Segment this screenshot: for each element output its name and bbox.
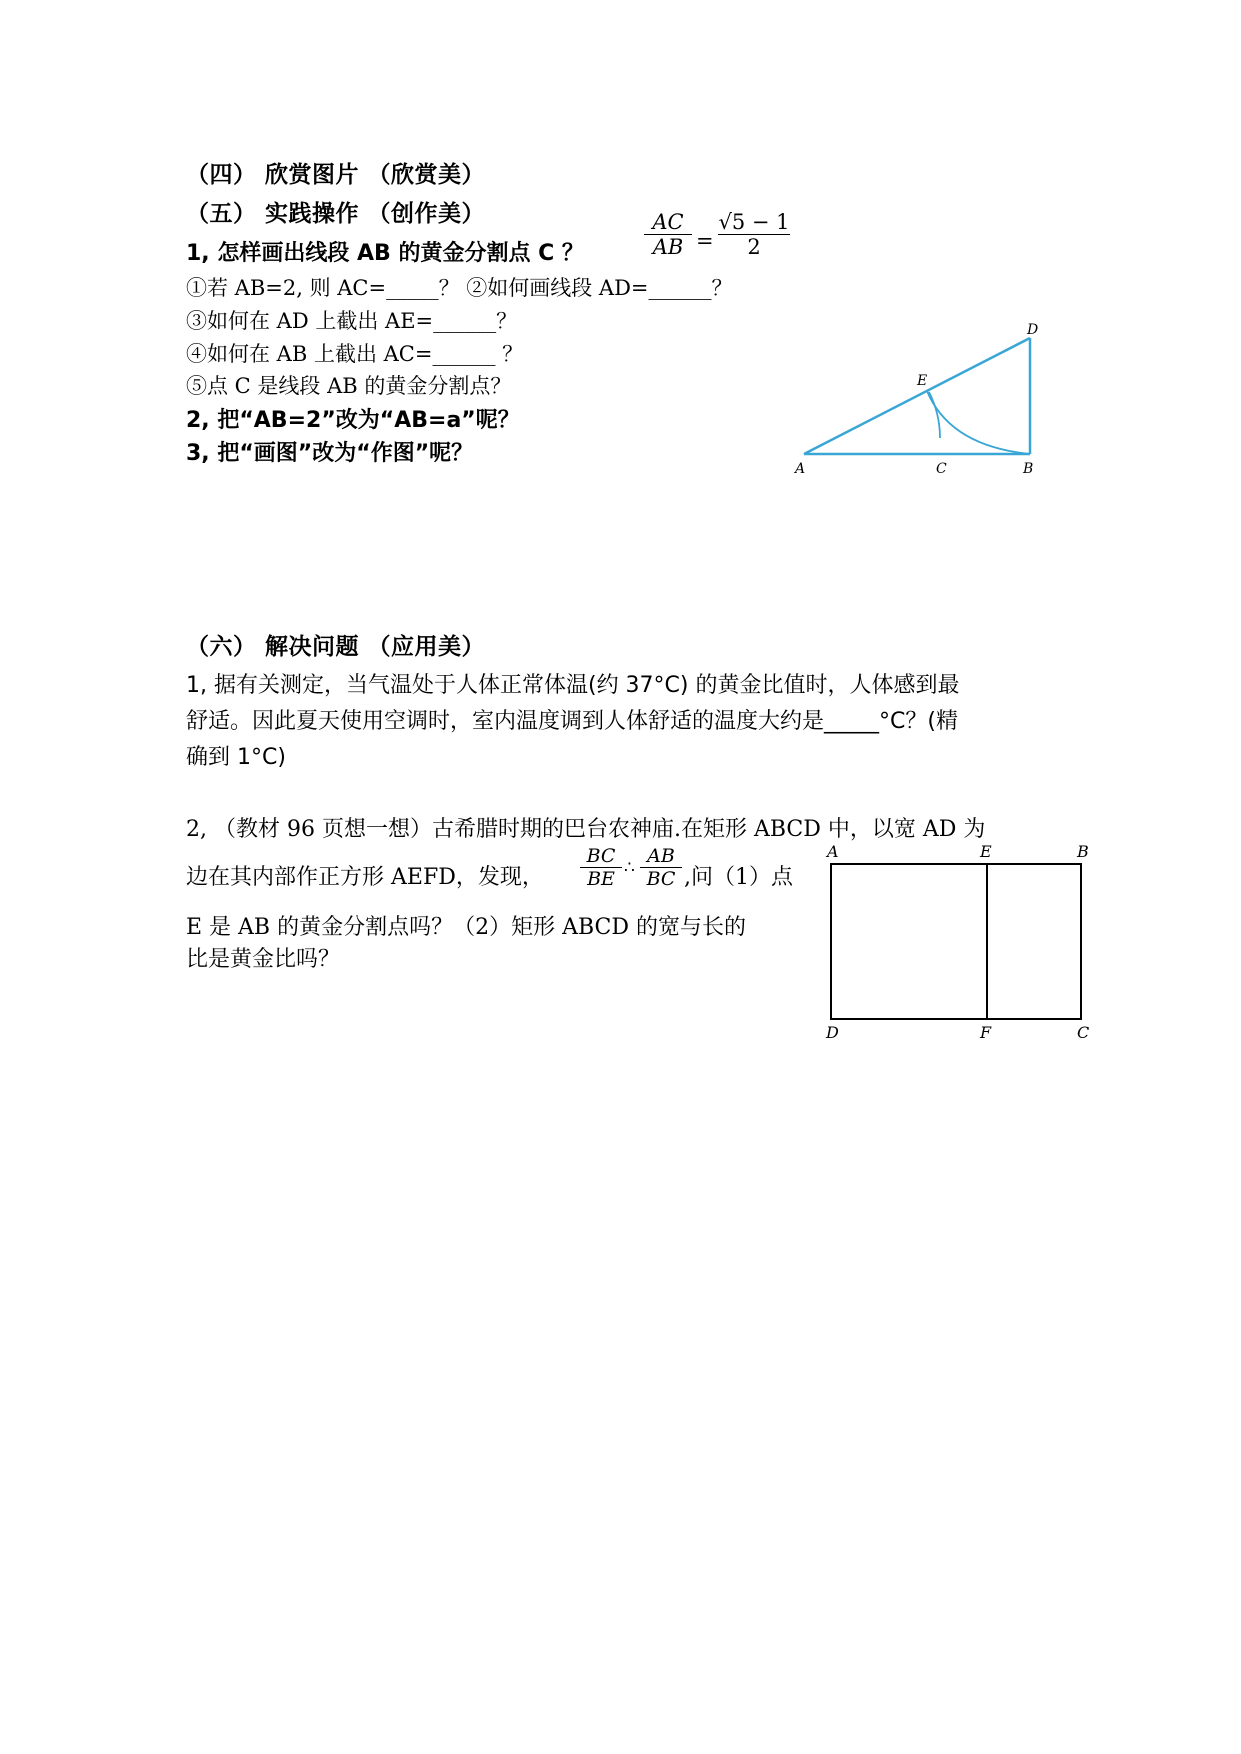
- label-b: B: [1077, 842, 1089, 861]
- formula-equals: =: [696, 229, 714, 253]
- sub-question-1-2: ①若 AB=2, 则 AC=_____？ ②如何画线段 AD=______？: [186, 276, 733, 300]
- ratio-bc-be: [580, 845, 622, 890]
- label-a: A: [827, 842, 839, 861]
- sub-question-5: ⑤点 C 是线段 AB 的黄金分割点？: [186, 374, 512, 398]
- segment-ad: [804, 338, 1030, 454]
- label-e: E: [917, 373, 928, 389]
- sub-question-4: ④如何在 AB 上截出 AC=______ ？: [186, 342, 524, 366]
- question-3: 3, 把“画图”改为“作图”呢？: [186, 441, 474, 466]
- ratio-bc-be-denominator: BE: [587, 868, 615, 890]
- problem-2-line-2-start: 边在其内部作正方形 AEFD，发现，: [186, 865, 544, 890]
- problem-1-line-1: 1, 据有关测定，当气温处于人体正常体温(约 37°C) 的黄金比值时，人体感到最: [186, 673, 960, 698]
- label-c: C: [1077, 1023, 1090, 1042]
- question-2: 2, 把“AB=2”改为“AB=a”呢？: [186, 408, 520, 433]
- golden-section-construction-figure: [790, 318, 1060, 478]
- formula-rhs-denominator: 2: [747, 235, 761, 259]
- label-a: A: [795, 461, 806, 477]
- rectangle-abcd: [831, 864, 1081, 1019]
- sub-question-3: ③如何在 AD 上截出 AE=______？: [186, 309, 518, 333]
- label-e: E: [980, 842, 992, 861]
- ratio-ab-bc-denominator: BC: [646, 868, 676, 890]
- ratio-ab-bc: [640, 845, 682, 890]
- formula-lhs-numerator: AC: [652, 210, 684, 234]
- label-c: C: [936, 461, 947, 477]
- section-4-heading: （四） 欣赏图片 （欣赏美）: [186, 162, 486, 188]
- label-b: B: [1023, 461, 1034, 477]
- arc-ec: [927, 391, 1030, 454]
- problem-2-line-2-end: ,问（1）点: [684, 865, 793, 890]
- golden-rectangle-figure: [815, 838, 1095, 1044]
- problem-1-line-2: 舒适。因此夏天使用空调时，室内温度调到人体舒适的温度大约是_____°C？(精: [186, 709, 958, 734]
- ratio-ab-bc-numerator: AB: [647, 845, 675, 867]
- label-d: D: [826, 1023, 839, 1042]
- problem-2-line-3: E 是 AB 的黄金分割点吗？（2）矩形 ABCD 的宽与长的: [186, 915, 747, 940]
- label-f: F: [980, 1023, 992, 1042]
- formula-lhs-denominator: AB: [652, 235, 684, 259]
- question-1: 1, 怎样画出线段 AB 的黄金分割点 C ？: [186, 241, 584, 266]
- ratio-bc-be-numerator: BC: [586, 845, 616, 867]
- problem-1-line-3: 确到 1°C): [186, 745, 286, 770]
- problem-2-line-1: 2, （教材 96 页想一想）古希腊时期的巴台农神庙.在矩形 ABCD 中，以宽 AD 为: [186, 817, 986, 842]
- label-d: D: [1027, 322, 1039, 338]
- formula-rhs-numerator: √5 − 1: [718, 210, 790, 234]
- section-5-heading: （五） 实践操作 （创作美）: [186, 201, 486, 227]
- formula-rhs-fraction: [718, 210, 790, 259]
- formula-lhs-fraction: [644, 210, 692, 259]
- problem-2-line-4: 比是黄金比吗？: [186, 947, 341, 972]
- therefore-symbol: ∴: [624, 858, 635, 878]
- section-6-heading: （六） 解决问题 （应用美）: [186, 634, 486, 660]
